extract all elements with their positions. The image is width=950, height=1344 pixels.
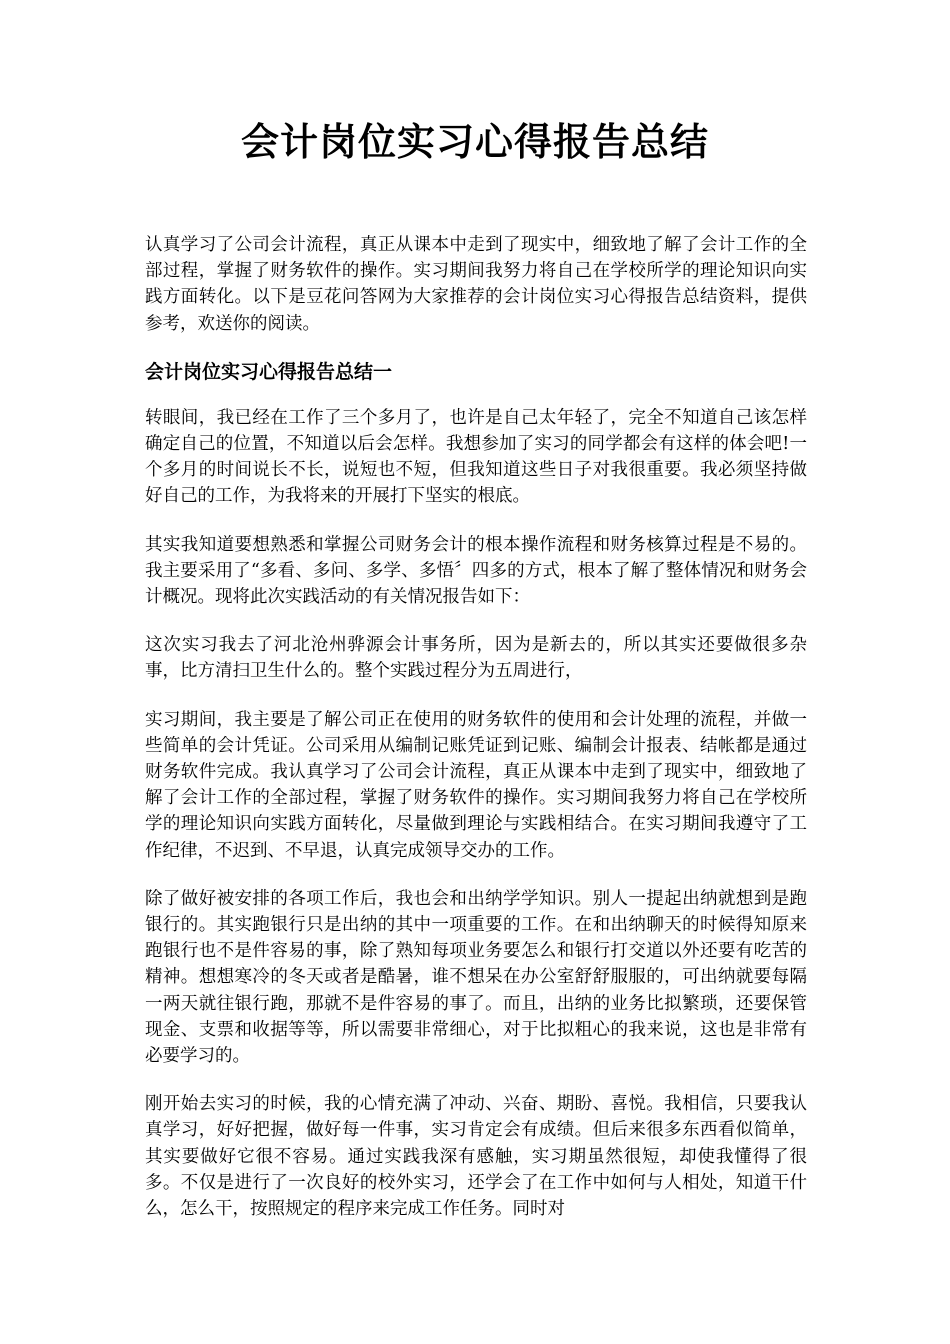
body-paragraph: 转眼间，我已经在工作了三个多月了，也许是自己太年轻了，完全不知道自己该怎样确定自己的位置，不知道以后会怎样。我想参加了实习的同学都会有这样的体会吧!一个多月的时间说长不长，说短也不短，但我知道这些日子对我很重要。我必须坚持做好自己的工作，为我将来的开展打下坚实的根底。	[145, 407, 807, 507]
section-heading: 会计岗位实习心得报告总结一	[145, 360, 393, 383]
intro-paragraph: 认真学习了公司会计流程，真正从课本中走到了现实中，细致地了解了会计工作的全部过程，掌握了财务软件的操作。实习期间我努力将自己在学校所学的理论知识向实践方面转化。以下是豆花问答网为大家推荐的会计岗位实习心得报告总结资料，提供参考，欢送你的阅读。	[145, 235, 807, 334]
body-paragraph: 其实我知道要想熟悉和掌握公司财务会计的根本操作流程和财务核算过程是不易的。我主要采用了“多看、多问、多学、多悟〞四多的方式，根本了解了整体情况和财务会计概况。现将此次实践活动的有关情况报告如下：	[145, 534, 807, 608]
body-paragraph: 实习期间，我主要是了解公司正在使用的财务软件的使用和会计处理的流程，并做一些简单的会计凭证。公司采用从编制记账凭证到记账、编制会计报表、结帐都是通过财务软件完成。我认真学习了公司会计流程，真正从课本中走到了现实中，细致地了解了会计工作的全部过程，掌握了财务软件的操作。实习期间我努力将自己在学校所学的理论知识向实践方面转化，尽量做到理论与实践相结合。在实习期间我遵守了工作纪律，不迟到、不早退，认真完成领导交办的工作。	[145, 709, 807, 861]
body-paragraph: 除了做好被安排的各项工作后，我也会和出纳学学知识。别人一提起出纳就想到是跑银行的。其实跑银行只是出纳的其中一项重要的工作。在和出纳聊天的时候得知原来跑银行也不是件容易的事，除了熟知每项业务要怎么和银行打交道以外还要有吃苦的精神。想想寒冷的冬天或者是酷暑，谁不想呆在办公室舒舒服服的，可出纳就要每隔一两天就往银行跑，那就不是件容易的事了。而且，出纳的业务比拟繁琐，还要保管现金、支票和收据等等，所以需要非常细心，对于比拟粗心的我来说，这也是非常有必要学习的。	[145, 888, 807, 1067]
document-body	[145, 232, 807, 1244]
body-paragraph: 这次实习我去了河北沧州骅源会计事务所，因为是新去的，所以其实还要做很多杂事，比方清扫卫生什么的。整个实践过程分为五周进行，	[145, 635, 807, 682]
document-title: 会计岗位实习心得报告总结	[240, 119, 709, 164]
body-paragraph: 刚开始去实习的时候，我的心情充满了冲动、兴奋、期盼、喜悦。我相信，只要我认真学习，好好把握，做好每一件事，实习肯定会有成绩。但后来很多东西看似简单，其实要做好它很不容易。通过实践我深有感触，实习期虽然很短，却使我懂得了很多。不仅是进行了一次良好的校外实习，还学会了在工作中如何与人相处，知道干什么，怎么干，按照规定的程序来完成工作任务。同时对	[145, 1094, 807, 1220]
